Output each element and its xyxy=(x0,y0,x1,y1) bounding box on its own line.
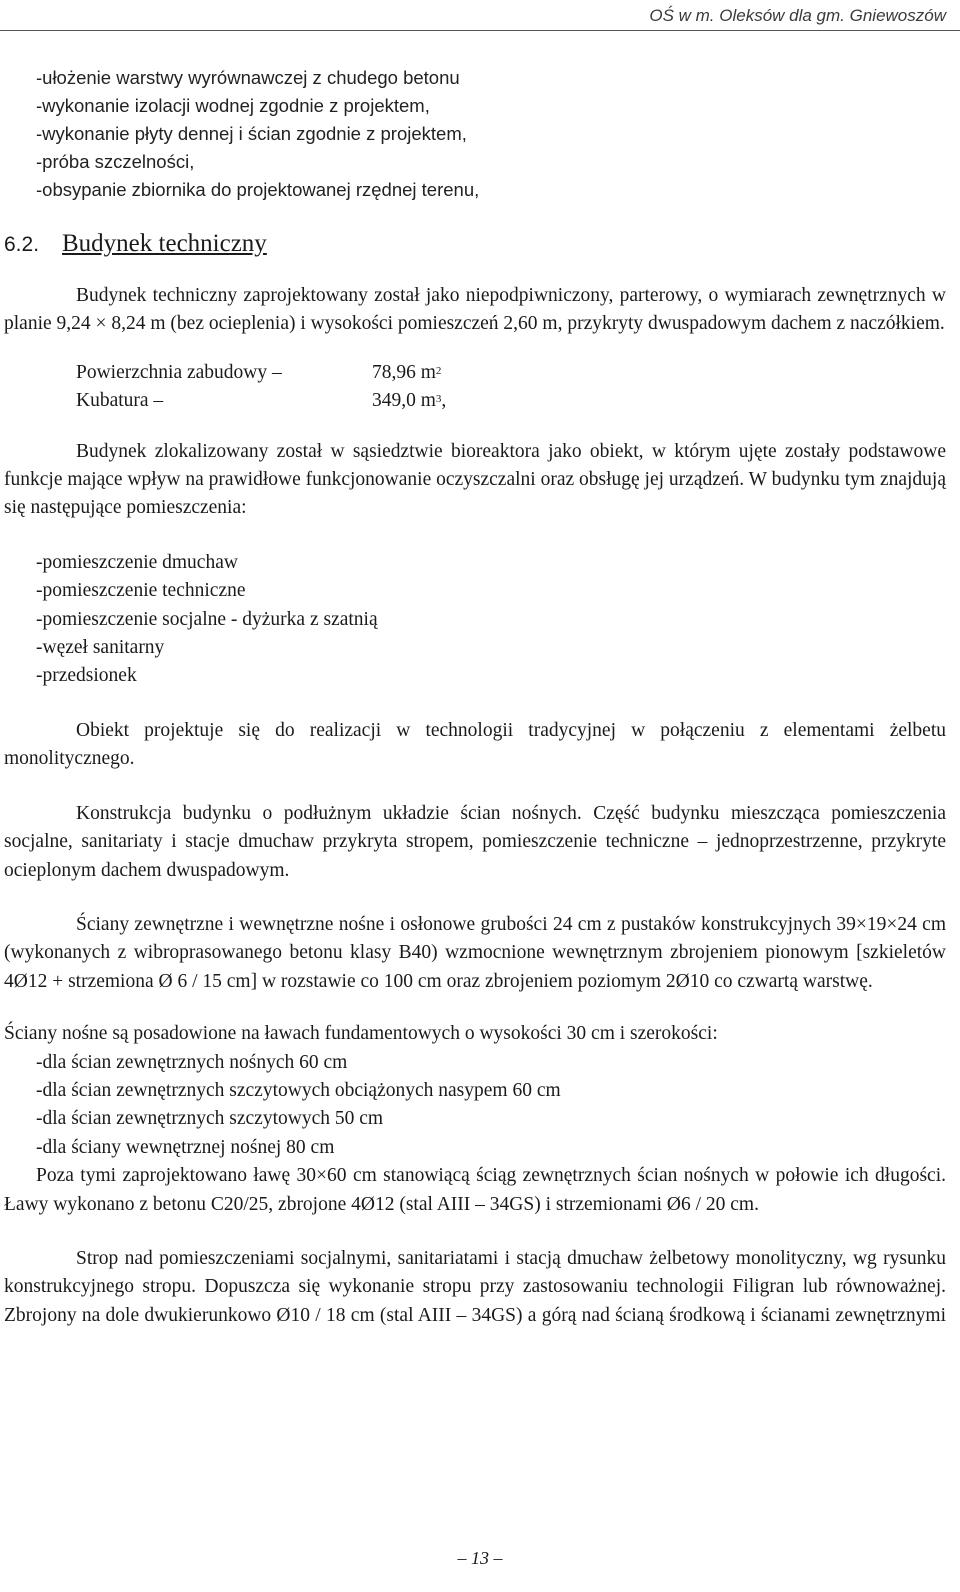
list-item: -węzeł sanitarny xyxy=(36,637,165,659)
page-body xyxy=(4,64,946,1330)
paragraph: Budynek zlokalizowany został w sąsiedztwie bioreaktora jako obiekt, w którym ujęte zostały podstawowe funkcje mające wpływ na prawidłowe funkcjonowanie oczyszczalni oraz obsługę jej urządzeń. W budynku tym znajdują się następujące pomieszczenia: xyxy=(4,440,946,519)
metric-value: 78,96 $m^2$ xyxy=(372,361,442,383)
paragraph: Ściany nośne są posadowione na ławach fundamentowych o wysokości 30 cm i szerokości: xyxy=(4,1023,718,1045)
list-item: -wykonanie izolacji wodnej zgodnie z projektem, xyxy=(36,95,430,116)
paragraph: Konstrukcja budynku o podłużnym układzie ścian nośnych. Część budynku mieszcząca pomieszczenia socjalne, sanitariaty i stacje dmuchaw przykryta stropem, pomieszczenie techniczne – jednoprzestrzenne, przykryte ocieplonym dachem dwuspadowym. xyxy=(4,802,946,881)
paragraph: Budynek techniczny zaprojektowany został jako niepodpiwniczony, parterowy, o wymiarach zewnętrznych w planie 9,24 × 8,24 m (bez ocieplenia) i wysokości pomieszczeń 2,60 m, przykryty dwuspadowym dachem z naczółkiem. xyxy=(4,285,946,335)
list-item: -ułożenie warstwy wyrównawczej z chudego betonu xyxy=(36,67,460,88)
paragraph: Strop nad pomieszczeniami socjalnymi, sanitariatami i stacją dmuchaw żelbetowy monolityczny, wg rysunku konstrukcyjnego stropu. Dopuszcza się wykonanie stropu przy zastosowaniu technologii Filigran lub równoważnej. Zbrojony na dole dwukierunkowo Ø10 / 18 cm (stal AIII – 34GS) a górą nad ścianą środkową i ścianami zewnętrznymi xyxy=(4,1247,946,1326)
metric-value: 349,0 $m^3$, xyxy=(372,390,447,412)
list-item: -pomieszczenie techniczne xyxy=(36,580,246,602)
rooms-list xyxy=(4,549,946,691)
list-item: -wykonanie płyty dennej i ścian zgodnie z projektem, xyxy=(36,123,467,144)
metric-label: Kubatura – xyxy=(76,390,164,412)
list-item: -próba szczelności, xyxy=(36,151,195,172)
list-item: -dla ścian zewnętrznych szczytowych 50 cm xyxy=(36,1108,384,1130)
page-number: – 13 – xyxy=(457,1548,503,1568)
metrics-block xyxy=(4,359,946,416)
list-item: -przedsionek xyxy=(36,665,137,687)
list-item: -dla ściany wewnętrznej nośnej 80 cm xyxy=(36,1136,335,1158)
foundations-list xyxy=(4,1049,946,1163)
header-rule xyxy=(0,30,960,31)
list-item: -dla ścian zewnętrznych szczytowych obciążonych nasypem 60 cm xyxy=(36,1079,561,1101)
running-header: OŚ w m. Oleksów dla gm. Gniewoszów xyxy=(649,6,946,25)
list-item: -dla ścian zewnętrznych nośnych 60 cm xyxy=(36,1051,348,1073)
section-heading xyxy=(4,230,946,258)
section-title: Budynek techniczny xyxy=(62,230,267,257)
section-number: 6.2. xyxy=(4,233,40,256)
list-item: -obsypanie zbiornika do projektowanej rzędnej terenu, xyxy=(36,179,480,200)
paragraph: Ściany zewnętrzne i wewnętrzne nośne i osłonowe grubości 24 cm z pustaków konstrukcyjnych 39×19×24 cm (wykonanych z wibroprasowanego betonu klasy B40) wzmocnione wewnętrznym zbrojeniem pionowym [szkieletów 4Ø12 + strzemiona Ø 6 / 15 cm] w rozstawie co 100 cm oraz zbrojeniem poziomym 2Ø10 co czwartą warstwę. xyxy=(4,913,946,992)
metric-label: Powierzchnia zabudowy – xyxy=(76,361,282,383)
paragraph: Poza tymi zaprojektowano ławę 30×60 cm stanowiącą ściąg zewnętrznych ścian nośnych w połowie ich długości. Ławy wykonano z betonu C20/25, zbrojone 4Ø12 (stal AIII – 34GS) i strzemionami Ø6 / 20 cm. xyxy=(4,1165,946,1215)
list-item: -pomieszczenie dmuchaw xyxy=(36,551,238,573)
metric-row-area xyxy=(76,359,946,387)
metric-row-volume xyxy=(76,387,946,415)
list-item: -pomieszczenie socjalne - dyżurka z szatnią xyxy=(36,608,378,630)
list-top xyxy=(4,64,946,204)
paragraph: Obiekt projektuje się do realizacji w technologii tradycyjnej w połączeniu z elementami żelbetu monolitycznego. xyxy=(4,719,946,770)
